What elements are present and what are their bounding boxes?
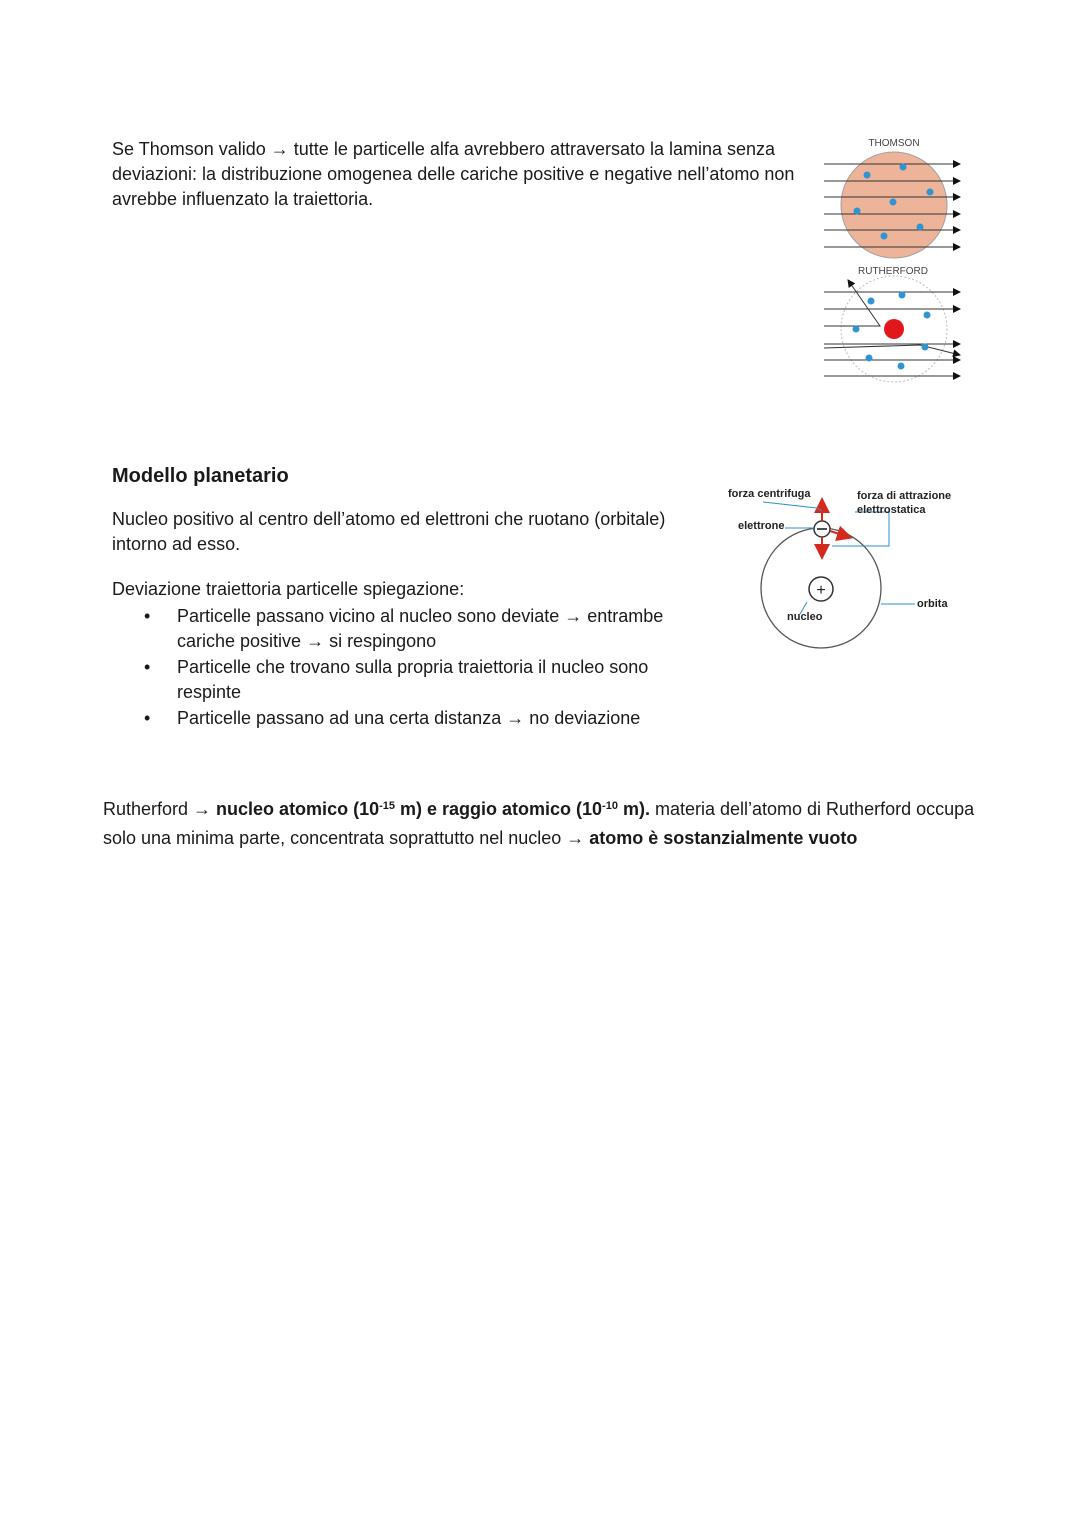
exponent: -15 — [379, 800, 395, 812]
arrow-symbol: → — [306, 631, 325, 651]
arrow-symbol: → — [566, 828, 585, 848]
thomson-rest: tutte le particelle alfa avrebbero attraversato la lamina senza deviazioni: la distribuzione omogenea delle cariche positive e negative nell’atomo non avrebbe influenzato la traiettoria. — [112, 139, 795, 209]
bold-text: m). — [617, 799, 650, 819]
thomson-paragraph — [112, 137, 802, 212]
rutherford-label: RUTHERFORD — [858, 266, 928, 277]
bullet-text: si respingono — [324, 631, 437, 651]
deviation-title: Deviazione traiettoria particelle spiegazione: — [112, 579, 465, 599]
label-elettrone: elettrone — [738, 520, 785, 532]
arrow-symbol: → — [506, 708, 525, 728]
rutherford-nucleus — [884, 319, 904, 339]
bullet-text: Particelle che trovano sulla propria traiettoria il nucleo sono respinte — [177, 657, 649, 702]
planetary-model-intro: Nucleo positivo al centro dell’atomo ed elettroni che ruotano (orbitale) intorno ad esso. — [112, 509, 666, 554]
bold-text: nucleo atomico (10 — [211, 799, 380, 819]
label-forza-attrazione: forza di attrazione — [857, 490, 952, 502]
leader-lines — [763, 502, 915, 614]
text-span: materia dell’atomo di Rutherford occupa solo una minima parte, concentrata soprattutto nel nucleo — [103, 799, 975, 848]
section-heading: Modello planetario — [112, 465, 289, 487]
label-nucleo: nucleo — [787, 611, 823, 623]
bullet-text: Particelle passano ad una certa distanza — [177, 708, 507, 728]
bullet-text: entrambe cariche positive — [177, 606, 664, 651]
list-item — [112, 706, 692, 731]
arrow-symbol: → — [193, 799, 212, 819]
label-orbita: orbita — [917, 598, 948, 610]
arrow-symbol: → — [564, 606, 583, 626]
thomson-rutherford-figure — [820, 134, 965, 386]
thomson-label: THOMSON — [868, 138, 920, 149]
bullet-dot: • — [144, 708, 151, 728]
label-elettrostatica: elettrostatica — [857, 504, 926, 516]
list-item — [112, 655, 692, 705]
bullet-dot: • — [144, 606, 151, 626]
arrow-symbol: → — [270, 139, 289, 159]
thomson-lead: Se Thomson valido — [112, 139, 266, 159]
deviation-bullet-list — [112, 604, 692, 732]
exponent: -10 — [602, 800, 618, 812]
bold-text: atomo è sostanzialmente vuoto — [584, 828, 858, 848]
planetary-model-figure — [725, 484, 965, 654]
bold-text: m) e raggio atomico (10 — [395, 799, 603, 819]
text-span: Rutherford — [103, 799, 194, 819]
label-forza-centrifuga: forza centrifuga — [728, 488, 811, 500]
plus-sign: + — [816, 582, 826, 599]
bullet-text: Particelle passano vicino al nucleo sono deviate — [177, 606, 565, 626]
list-item — [112, 604, 692, 654]
bullet-dot: • — [144, 657, 151, 677]
bullet-text: no deviazione — [524, 708, 641, 728]
rutherford-conclusion — [103, 792, 983, 853]
